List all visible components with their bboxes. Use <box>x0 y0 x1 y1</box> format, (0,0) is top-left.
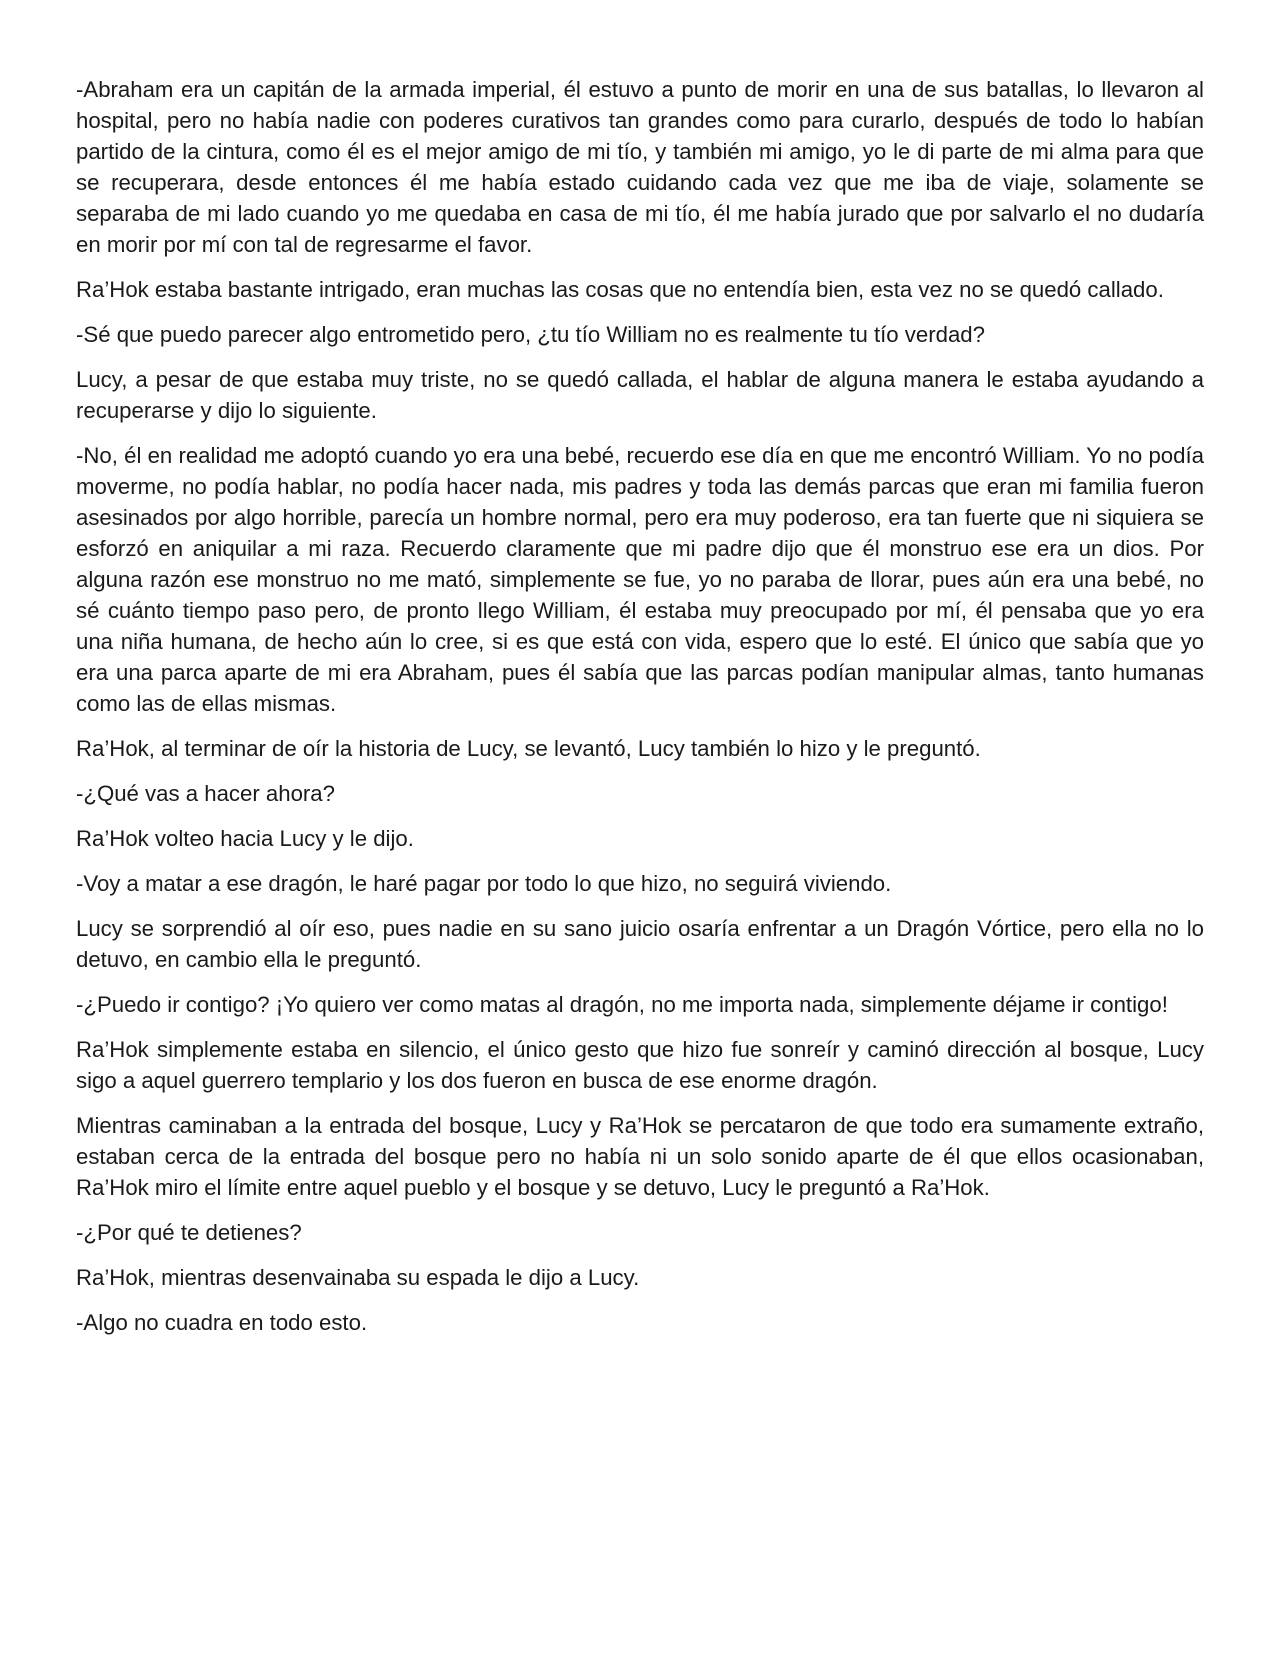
paragraph: Lucy, a pesar de que estaba muy triste, no se quedó callada, el hablar de alguna manera le estaba ayudando a recuperarse y dijo lo siguiente. <box>76 367 1204 423</box>
paragraph: Ra’Hok, mientras desenvainaba su espada le dijo a Lucy. <box>76 1265 640 1290</box>
paragraph: -Sé que puedo parecer algo entrometido pero, ¿tu tío William no es realmente tu tío verdad? <box>76 322 985 347</box>
paragraph: Lucy se sorprendió al oír eso, pues nadie en su sano juicio osaría enfrentar a un Dragón Vórtice, pero ella no lo detuvo, en cambio ella le preguntó. <box>76 916 1204 972</box>
paragraph: Mientras caminaban a la entrada del bosque, Lucy y Ra’Hok se percataron de que todo era sumamente extraño, estaban cerca de la entrada del bosque pero no había ni un solo sonido aparte de él que ellos ocasionaban, Ra’Hok miro el límite entre aquel pueblo y el bosque y se detuvo, Lucy le preguntó a Ra’Hok. <box>76 1113 1204 1200</box>
paragraph: -Algo no cuadra en todo esto. <box>76 1310 368 1335</box>
paragraph: -¿Puedo ir contigo? ¡Yo quiero ver como matas al dragón, no me importa nada, simplemente déjame ir contigo! <box>76 992 1168 1017</box>
paragraph: Ra’Hok, al terminar de oír la historia de Lucy, se levantó, Lucy también lo hizo y le preguntó. <box>76 736 981 761</box>
document-page <box>76 74 1204 1352</box>
paragraph: Ra’Hok volteo hacia Lucy y le dijo. <box>76 826 414 851</box>
paragraph: Ra’Hok estaba bastante intrigado, eran muchas las cosas que no entendía bien, esta vez no se quedó callado. <box>76 277 1164 302</box>
paragraph: -¿Por qué te detienes? <box>76 1220 302 1245</box>
paragraph: -No, él en realidad me adoptó cuando yo era una bebé, recuerdo ese día en que me encontró William. Yo no podía moverme, no podía hablar, no podía hacer nada, mis padres y toda las demás parcas que eran mi familia fueron asesinados por algo horrible, parecía un hombre normal, pero era muy poderoso, era tan fuerte que ni siquiera se esforzó en aniquilar a mi raza. Recuerdo claramente que mi padre dijo que él monstruo ese era un dios. Por alguna razón ese monstruo no me mató, simplemente se fue, yo no paraba de llorar, pues aún era una bebé, no sé cuánto tiempo paso pero, de pronto llego William, él estaba muy preocupado por mí, él pensaba que yo era una niña humana, de hecho aún lo cree, si es que está con vida, espero que lo esté. El único que sabía que yo era una parca aparte de mi era Abraham, pues él sabía que las parcas podían manipular almas, tanto humanas como las de ellas mismas. <box>76 443 1204 716</box>
paragraph: Ra’Hok simplemente estaba en silencio, el único gesto que hizo fue sonreír y caminó dirección al bosque, Lucy sigo a aquel guerrero templario y los dos fueron en busca de ese enorme dragón. <box>76 1037 1204 1093</box>
paragraph: -¿Qué vas a hacer ahora? <box>76 781 335 806</box>
paragraph: -Abraham era un capitán de la armada imperial, él estuvo a punto de morir en una de sus batallas, lo llevaron al hospital, pero no había nadie con poderes curativos tan grandes como para curarlo, después de todo lo habían partido de la cintura, como él es el mejor amigo de mi tío, y también mi amigo, yo le di parte de mi alma para que se recuperara, desde entonces él me había estado cuidando cada vez que me iba de viaje, solamente se separaba de mi lado cuando yo me quedaba en casa de mi tío, él me había jurado que por salvarlo el no dudaría en morir por mí con tal de regresarme el favor. <box>76 77 1204 257</box>
paragraph: -Voy a matar a ese dragón, le haré pagar por todo lo que hizo, no seguirá viviendo. <box>76 871 892 896</box>
